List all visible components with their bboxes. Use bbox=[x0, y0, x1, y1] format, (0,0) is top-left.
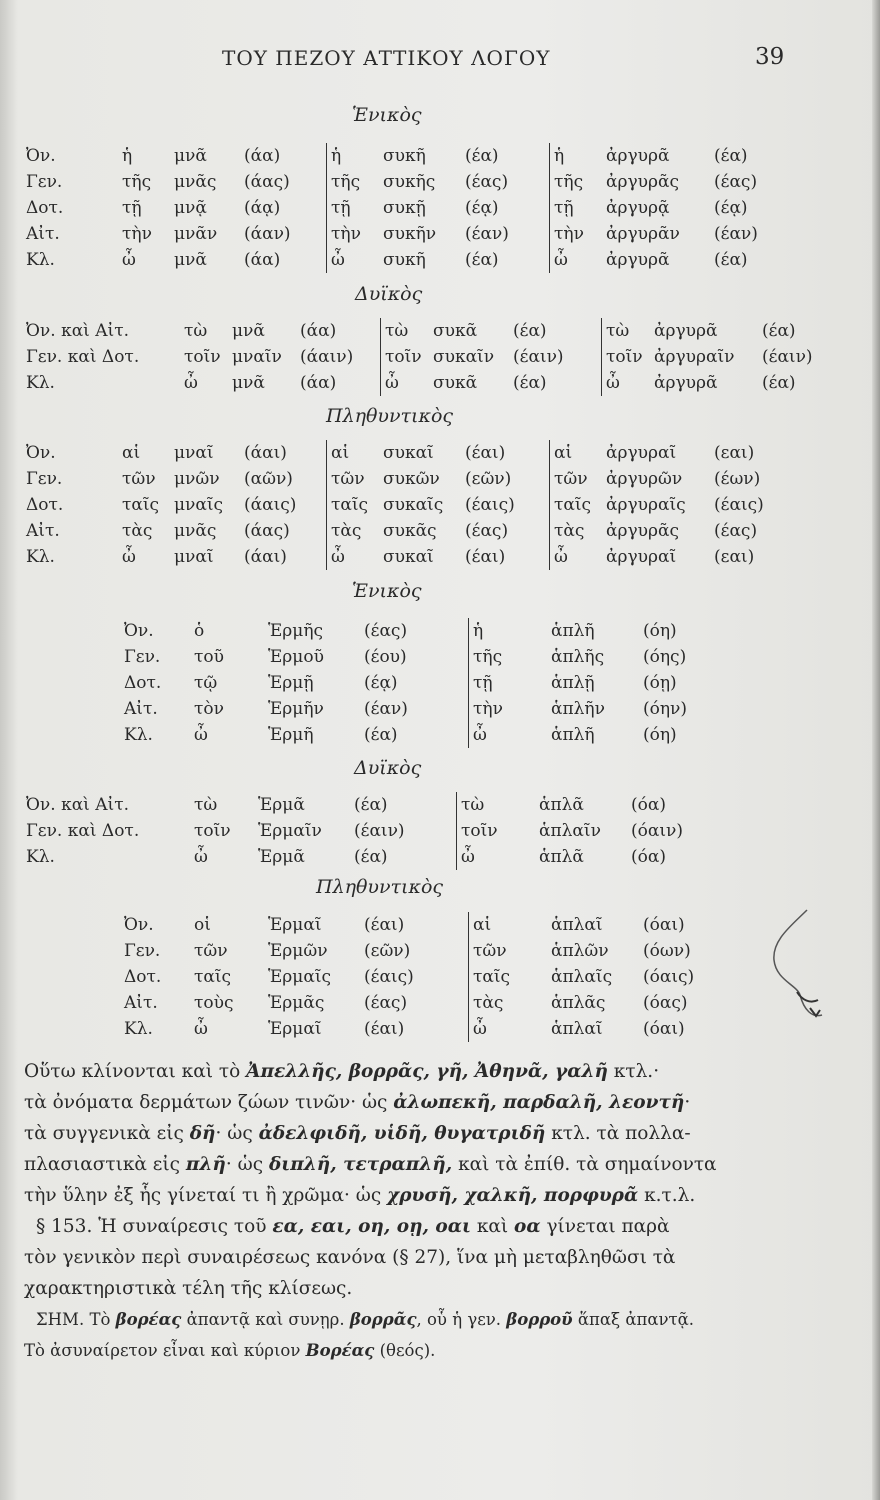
declension-cell: ἀργυρᾶ bbox=[606, 250, 670, 270]
case-label: Ὀν. καὶ Αἰτ. bbox=[26, 321, 130, 341]
declension-cell: συκαῖ bbox=[383, 443, 434, 463]
case-label: Αἰτ. bbox=[26, 521, 60, 541]
declension-table-singular-1 bbox=[22, 143, 778, 273]
declension-row bbox=[22, 247, 778, 273]
declension-row bbox=[120, 618, 717, 644]
declension-cell: ὦ bbox=[554, 250, 568, 270]
case-label: Δοτ. bbox=[26, 495, 64, 515]
declension-cell: ἁπλῆ bbox=[551, 621, 595, 641]
declension-row bbox=[22, 492, 778, 518]
declension-row bbox=[22, 143, 778, 169]
declension-cell: (όα) bbox=[631, 795, 666, 815]
case-label: Κλ. bbox=[124, 725, 153, 745]
declension-row bbox=[120, 964, 717, 990]
case-label: Κλ. bbox=[26, 250, 55, 270]
declension-cell: μνᾷ bbox=[174, 198, 207, 218]
declension-table-dual-2 bbox=[22, 792, 705, 870]
case-label: Ὀν. bbox=[26, 146, 56, 166]
declension-row bbox=[22, 344, 836, 370]
declension-cell: ἀργυρᾶν bbox=[606, 224, 680, 244]
declension-cell: συκῆς bbox=[383, 172, 436, 192]
declension-cell: ἁπλαῖ bbox=[551, 1019, 603, 1039]
declension-row bbox=[22, 318, 836, 344]
declension-cell: αἱ bbox=[473, 915, 492, 935]
declension-cell: τῶν bbox=[194, 941, 228, 961]
declension-cell: μνᾶ bbox=[232, 373, 265, 393]
page-edge bbox=[872, 0, 880, 1500]
declension-row bbox=[120, 644, 717, 670]
declension-cell: ὦ bbox=[461, 847, 475, 867]
declension-cell: μνᾶς bbox=[174, 521, 217, 541]
declension-cell: ἁπλαῖν bbox=[539, 821, 601, 841]
declension-cell: ὦ bbox=[385, 373, 399, 393]
case-label: Δοτ. bbox=[26, 198, 64, 218]
declension-cell: (εαι) bbox=[714, 443, 755, 463]
declension-cell: (άας) bbox=[240, 169, 327, 195]
declension-cell: ὦ bbox=[194, 1019, 208, 1039]
declension-cell: (άαις) bbox=[240, 492, 327, 518]
declension-row bbox=[22, 195, 778, 221]
declension-cell: (έαι) bbox=[461, 440, 550, 466]
declension-cell: (έα) bbox=[509, 318, 602, 344]
declension-cell: Ἑρμοῦ bbox=[268, 647, 324, 667]
declension-cell: τῶν bbox=[554, 469, 588, 489]
declension-row bbox=[22, 518, 778, 544]
declension-cell: ἁπλῆς bbox=[551, 647, 605, 667]
declension-row bbox=[120, 722, 717, 748]
case-label: Αἰτ. bbox=[124, 993, 158, 1013]
declension-cell: συκᾶς bbox=[383, 521, 437, 541]
declension-row bbox=[120, 1016, 717, 1042]
declension-row bbox=[22, 466, 778, 492]
prose-line: Οὕτω κλίνονται καὶ τὸ Ἀπελλῆς, βορρᾶς, γῆ, Ἀθηνᾶ, γαλῆ κτλ.· bbox=[24, 1061, 660, 1082]
declension-cell: (έας) bbox=[360, 618, 469, 644]
case-label: Αἰτ. bbox=[26, 224, 60, 244]
declension-cell: συκῆν bbox=[383, 224, 437, 244]
declension-cell: ἁπλᾶ bbox=[539, 795, 584, 815]
declension-cell: ἀργυραῖν bbox=[654, 347, 735, 367]
declension-cell: (έα) bbox=[762, 373, 796, 393]
declension-cell: ἁπλαῖς bbox=[551, 967, 613, 987]
declension-cell: (έαν) bbox=[714, 224, 758, 244]
declension-cell: ἀργυρᾶ bbox=[654, 373, 718, 393]
declension-cell: μνᾶν bbox=[174, 224, 218, 244]
prose-line: χαρακτηριστικὰ τέλη τῆς κλίσεως. bbox=[24, 1278, 353, 1299]
declension-cell: ἡ bbox=[473, 621, 484, 641]
declension-cell: ταῖς bbox=[554, 495, 592, 515]
declension-cell: (έαι) bbox=[461, 544, 550, 570]
case-label: Γεν. καὶ Δοτ. bbox=[26, 347, 140, 367]
declension-cell: τὰς bbox=[122, 521, 153, 541]
section-heading-dual: Δυϊκὸς bbox=[355, 283, 423, 305]
section-heading-dual-2: Δυϊκὸς bbox=[354, 757, 422, 779]
declension-cell: ὦ bbox=[606, 373, 620, 393]
prose-line: τὴν ὕλην ἐξ ἧς γίνεταί τι ἢ χρῶμα· ὡς χρυσῆ, χαλκῆ, πορφυρᾶ κ.τ.λ. bbox=[24, 1185, 696, 1206]
declension-cell: τὴν bbox=[331, 224, 361, 244]
declension-cell: (έαις) bbox=[714, 495, 764, 515]
declension-cell: (άα) bbox=[296, 370, 381, 396]
declension-cell: (έαιν) bbox=[509, 344, 602, 370]
declension-cell: Ἑρμαῖν bbox=[258, 821, 322, 841]
case-label: Γεν. bbox=[124, 647, 161, 667]
declension-table-singular-2 bbox=[120, 618, 717, 748]
declension-cell: ὦ bbox=[194, 847, 208, 867]
declension-cell: ἁπλαῖ bbox=[551, 915, 603, 935]
margin-doodle bbox=[752, 900, 832, 1030]
prose-line: τὰ ὀνόματα δερμάτων ζώων τινῶν· ὡς ἀλωπεκῆ, παρδαλῆ, λεοντῆ· bbox=[24, 1092, 691, 1113]
declension-cell: συκῆ bbox=[383, 250, 426, 270]
prose-line: § 153. Ἡ συναίρεσις τοῦ εα, εαι, οη, οῃ, οαι καὶ οα γίνεται παρὰ bbox=[36, 1216, 670, 1237]
declension-cell: (όης) bbox=[643, 647, 687, 667]
declension-cell: τῇ bbox=[473, 673, 493, 693]
declension-cell: ἀργυρᾶς bbox=[606, 172, 679, 192]
declension-cell: (άαι) bbox=[240, 440, 327, 466]
declension-cell: μναῖς bbox=[174, 495, 224, 515]
declension-cell: ὦ bbox=[122, 250, 136, 270]
declension-cell: ἁπλῇ bbox=[551, 673, 595, 693]
note-line: ΣΗΜ. Τὸ βορέας ἀπαντᾷ καὶ συνῃρ. βορρᾶς, οὗ ἡ γεν. βορροῦ ἅπαξ ἀπαντᾷ. bbox=[36, 1310, 695, 1329]
declension-cell: ἁπλῶν bbox=[551, 941, 609, 961]
declension-cell: μναῖ bbox=[174, 443, 214, 463]
declension-cell: (έαι) bbox=[360, 1016, 469, 1042]
declension-cell: (έα) bbox=[461, 143, 550, 169]
declension-cell: ταῖς bbox=[122, 495, 160, 515]
declension-row bbox=[22, 221, 778, 247]
declension-cell: (εῶν) bbox=[461, 466, 550, 492]
declension-cell: Ἑρμαῖ bbox=[268, 915, 322, 935]
declension-cell: συκῶν bbox=[383, 469, 440, 489]
declension-row bbox=[120, 696, 717, 722]
declension-cell: Ἑρμῇ bbox=[268, 673, 314, 693]
declension-cell: ὦ bbox=[331, 250, 345, 270]
declension-cell: (έαις) bbox=[461, 492, 550, 518]
declension-cell: μνᾶ bbox=[174, 146, 207, 166]
declension-cell: (εαι) bbox=[714, 547, 755, 567]
declension-cell: ἀργυρᾷ bbox=[606, 198, 670, 218]
declension-cell: (έα) bbox=[509, 370, 602, 396]
declension-cell: ἀργυραῖς bbox=[606, 495, 686, 515]
case-label: Κλ. bbox=[124, 1019, 153, 1039]
declension-cell: ὦ bbox=[184, 373, 198, 393]
declension-cell: Ἑρμαῖς bbox=[268, 967, 332, 987]
declension-cell: τῷ bbox=[194, 673, 218, 693]
case-label: Δοτ. bbox=[124, 967, 162, 987]
declension-row bbox=[22, 544, 778, 570]
declension-cell: Ἑρμαῖ bbox=[268, 1019, 322, 1039]
section-heading-singular-2: Ἑνικὸς bbox=[352, 580, 422, 602]
declension-cell: τῆς bbox=[122, 172, 152, 192]
declension-cell: (άαιν) bbox=[296, 344, 381, 370]
declension-row bbox=[120, 912, 717, 938]
declension-cell: τῶν bbox=[473, 941, 507, 961]
declension-cell: (έαν) bbox=[461, 221, 550, 247]
declension-cell: ὦ bbox=[473, 725, 487, 745]
declension-cell: (όαιν) bbox=[631, 821, 683, 841]
declension-cell: (έας) bbox=[461, 518, 550, 544]
declension-cell: συκαῖ bbox=[383, 547, 434, 567]
declension-cell: (όῃ) bbox=[643, 673, 677, 693]
declension-cell: τὴν bbox=[554, 224, 584, 244]
declension-cell: (έας) bbox=[714, 521, 758, 541]
declension-cell: τῆς bbox=[331, 172, 361, 192]
declension-cell: (αῶν) bbox=[240, 466, 327, 492]
declension-cell: (όη) bbox=[643, 725, 677, 745]
declension-cell: συκᾶ bbox=[433, 373, 478, 393]
declension-table-plural-1 bbox=[22, 440, 778, 570]
declension-cell: ὦ bbox=[473, 1019, 487, 1039]
declension-cell: (έας) bbox=[714, 172, 758, 192]
declension-cell: (έᾳ) bbox=[461, 195, 550, 221]
declension-cell: (έων) bbox=[714, 469, 761, 489]
declension-cell: τὴν bbox=[122, 224, 152, 244]
declension-cell: ἀργυραῖ bbox=[606, 443, 677, 463]
case-label: Γεν. bbox=[124, 941, 161, 961]
declension-cell: τὰς bbox=[331, 521, 362, 541]
declension-cell: ταῖς bbox=[194, 967, 232, 987]
declension-cell: αἱ bbox=[554, 443, 573, 463]
declension-cell: (όα) bbox=[631, 847, 666, 867]
case-label: Ὀν. bbox=[26, 443, 56, 463]
declension-cell: (όαι) bbox=[643, 915, 685, 935]
declension-row bbox=[22, 440, 778, 466]
declension-cell: τὸν bbox=[194, 699, 224, 719]
declension-cell: ἁπλῆν bbox=[551, 699, 605, 719]
declension-cell: (έᾳ) bbox=[714, 198, 748, 218]
declension-cell: συκᾶ bbox=[433, 321, 478, 341]
declension-cell: συκῆ bbox=[383, 146, 426, 166]
declension-cell: (έαν) bbox=[360, 696, 469, 722]
declension-row bbox=[22, 818, 705, 844]
declension-cell: (έα) bbox=[762, 321, 796, 341]
declension-cell: (εῶν) bbox=[360, 938, 469, 964]
note-line: Τὸ ἀσυναίρετον εἶναι καὶ κύριον Βορέας (θεός). bbox=[24, 1341, 436, 1360]
declension-cell: μνᾶς bbox=[174, 172, 217, 192]
declension-cell: ἀργυραῖ bbox=[606, 547, 677, 567]
section-heading-singular: Ἑνικὸς bbox=[352, 104, 422, 126]
declension-cell: (έα) bbox=[714, 250, 748, 270]
declension-cell: (άα) bbox=[296, 318, 381, 344]
declension-cell: ἁπλῆ bbox=[551, 725, 595, 745]
declension-cell: Ἑρμῆς bbox=[268, 621, 324, 641]
declension-cell: τῇ bbox=[331, 198, 351, 218]
page-number: 39 bbox=[755, 44, 785, 70]
declension-cell: (έα) bbox=[360, 722, 469, 748]
case-label: Κλ. bbox=[26, 547, 55, 567]
declension-cell: τῶν bbox=[331, 469, 365, 489]
declension-cell: τὼ bbox=[461, 795, 485, 815]
declension-cell: (έαις) bbox=[360, 964, 469, 990]
case-label: Γεν. καὶ Δοτ. bbox=[26, 821, 140, 841]
declension-cell: (έα) bbox=[350, 844, 457, 870]
section-heading-plural-2: Πληθυντικὸς bbox=[316, 876, 444, 898]
declension-cell: ταῖς bbox=[473, 967, 511, 987]
declension-cell: τὼ bbox=[184, 321, 208, 341]
declension-row bbox=[22, 844, 705, 870]
declension-cell: (όην) bbox=[643, 699, 688, 719]
prose-line: τὸν γενικὸν περὶ συναιρέσεως κανόνα (§ 27), ἵνα μὴ μεταβληθῶσι τὰ bbox=[24, 1247, 676, 1268]
declension-cell: (άαι) bbox=[240, 544, 327, 570]
prose-block bbox=[24, 1056, 814, 1366]
declension-cell: ὦ bbox=[122, 547, 136, 567]
declension-cell: οἱ bbox=[194, 915, 211, 935]
declension-cell: τοὺς bbox=[194, 993, 234, 1013]
section-heading-plural: Πληθυντικὸς bbox=[326, 405, 454, 427]
declension-cell: μνᾶ bbox=[174, 250, 207, 270]
declension-cell: αἱ bbox=[122, 443, 141, 463]
declension-cell: τὰς bbox=[473, 993, 504, 1013]
declension-row bbox=[120, 990, 717, 1016]
declension-cell: μνῶν bbox=[174, 469, 220, 489]
declension-cell: ἀργυρᾶ bbox=[606, 146, 670, 166]
declension-cell: (όη) bbox=[643, 621, 677, 641]
case-label: Γεν. bbox=[26, 172, 63, 192]
declension-row bbox=[120, 938, 717, 964]
declension-cell: (άαν) bbox=[240, 221, 327, 247]
declension-cell: συκαῖς bbox=[383, 495, 444, 515]
declension-cell: συκῇ bbox=[383, 198, 426, 218]
declension-cell: (έαι) bbox=[360, 912, 469, 938]
declension-cell: (έα) bbox=[350, 792, 457, 818]
declension-cell: τοῖν bbox=[184, 347, 221, 367]
declension-cell: ἀργυρῶν bbox=[606, 469, 683, 489]
declension-cell: ἡ bbox=[122, 146, 133, 166]
declension-cell: (όων) bbox=[643, 941, 691, 961]
declension-cell: μνᾶ bbox=[232, 321, 265, 341]
declension-cell: (έας) bbox=[360, 990, 469, 1016]
declension-cell: τὼ bbox=[385, 321, 409, 341]
declension-row bbox=[120, 670, 717, 696]
case-label: Κλ. bbox=[26, 847, 55, 867]
declension-cell: ἀργυρᾶς bbox=[606, 521, 679, 541]
declension-cell: Ἑρμᾶ bbox=[258, 847, 305, 867]
declension-cell: ὦ bbox=[194, 725, 208, 745]
prose-line: πλασιαστικὰ εἰς πλῆ· ὡς διπλῆ, τετραπλῆ, καὶ τὰ ἐπίθ. τὰ σημαίνοντα bbox=[24, 1154, 717, 1175]
declension-cell: (έαιν) bbox=[350, 818, 457, 844]
declension-cell: τοῖν bbox=[606, 347, 643, 367]
case-label: Δοτ. bbox=[124, 673, 162, 693]
declension-cell: ὦ bbox=[331, 547, 345, 567]
declension-cell: Ἑρμᾶς bbox=[268, 993, 325, 1013]
declension-cell: τοῖν bbox=[385, 347, 422, 367]
declension-cell: τοῖν bbox=[461, 821, 498, 841]
case-label: Κλ. bbox=[26, 373, 55, 393]
declension-cell: συκαῖν bbox=[433, 347, 495, 367]
declension-cell: (άας) bbox=[240, 518, 327, 544]
declension-cell: ὦ bbox=[554, 547, 568, 567]
declension-cell: (όαις) bbox=[643, 967, 695, 987]
declension-cell: τὰς bbox=[554, 521, 585, 541]
declension-row bbox=[22, 792, 705, 818]
declension-cell: (άᾳ) bbox=[240, 195, 327, 221]
declension-cell: (άα) bbox=[240, 247, 327, 273]
declension-cell: τῆς bbox=[473, 647, 503, 667]
declension-cell: ὁ bbox=[194, 621, 205, 641]
declension-cell: τοῖν bbox=[194, 821, 231, 841]
declension-cell: (όας) bbox=[643, 993, 688, 1013]
declension-cell: (έας) bbox=[461, 169, 550, 195]
case-label: Αἰτ. bbox=[124, 699, 158, 719]
case-label: Ὀν. καὶ Αἰτ. bbox=[26, 795, 130, 815]
declension-cell: τὴν bbox=[473, 699, 503, 719]
declension-cell: τῇ bbox=[554, 198, 574, 218]
case-label: Γεν. bbox=[26, 469, 63, 489]
declension-cell: (έᾳ) bbox=[360, 670, 469, 696]
declension-cell: Ἑρμῶν bbox=[268, 941, 328, 961]
declension-cell: ἀργυρᾶ bbox=[654, 321, 718, 341]
declension-table-plural-2 bbox=[120, 912, 717, 1042]
declension-cell: ἡ bbox=[554, 146, 565, 166]
declension-cell: ἁπλᾶ bbox=[539, 847, 584, 867]
declension-cell: (άα) bbox=[240, 143, 327, 169]
declension-cell: (έου) bbox=[360, 644, 469, 670]
declension-cell: τὼ bbox=[606, 321, 630, 341]
declension-cell: μναῖν bbox=[232, 347, 282, 367]
declension-cell: (έαιν) bbox=[762, 347, 813, 367]
declension-cell: ταῖς bbox=[331, 495, 369, 515]
case-label: Ὀν. bbox=[124, 915, 154, 935]
declension-cell: τὼ bbox=[194, 795, 218, 815]
prose-line: τὰ συγγενικὰ εἰς δῆ· ὡς ἀδελφιδῆ, υἱδῆ, θυγατριδῆ κτλ. τὰ πολλα- bbox=[24, 1123, 691, 1144]
declension-cell: τῆς bbox=[554, 172, 584, 192]
declension-cell: ἁπλᾶς bbox=[551, 993, 606, 1013]
declension-cell: (έα) bbox=[714, 146, 748, 166]
declension-cell: τῶν bbox=[122, 469, 156, 489]
declension-cell: (όαι) bbox=[643, 1019, 685, 1039]
declension-cell: ἡ bbox=[331, 146, 342, 166]
case-label: Ὀν. bbox=[124, 621, 154, 641]
declension-cell: Ἑρμῆ bbox=[268, 725, 314, 745]
declension-cell: (έα) bbox=[461, 247, 550, 273]
declension-cell: αἱ bbox=[331, 443, 350, 463]
declension-row bbox=[22, 169, 778, 195]
declension-table-dual-1 bbox=[22, 318, 836, 396]
declension-cell: τοῦ bbox=[194, 647, 224, 667]
running-head: ΤΟΥ ΠΕΖΟΥ ΑΤΤΙΚΟΥ ΛΟΓΟΥ bbox=[222, 46, 551, 70]
declension-cell: μναῖ bbox=[174, 547, 214, 567]
declension-row bbox=[22, 370, 836, 396]
declension-cell: Ἑρμῆν bbox=[268, 699, 324, 719]
declension-cell: τῇ bbox=[122, 198, 142, 218]
declension-cell: Ἑρμᾶ bbox=[258, 795, 305, 815]
